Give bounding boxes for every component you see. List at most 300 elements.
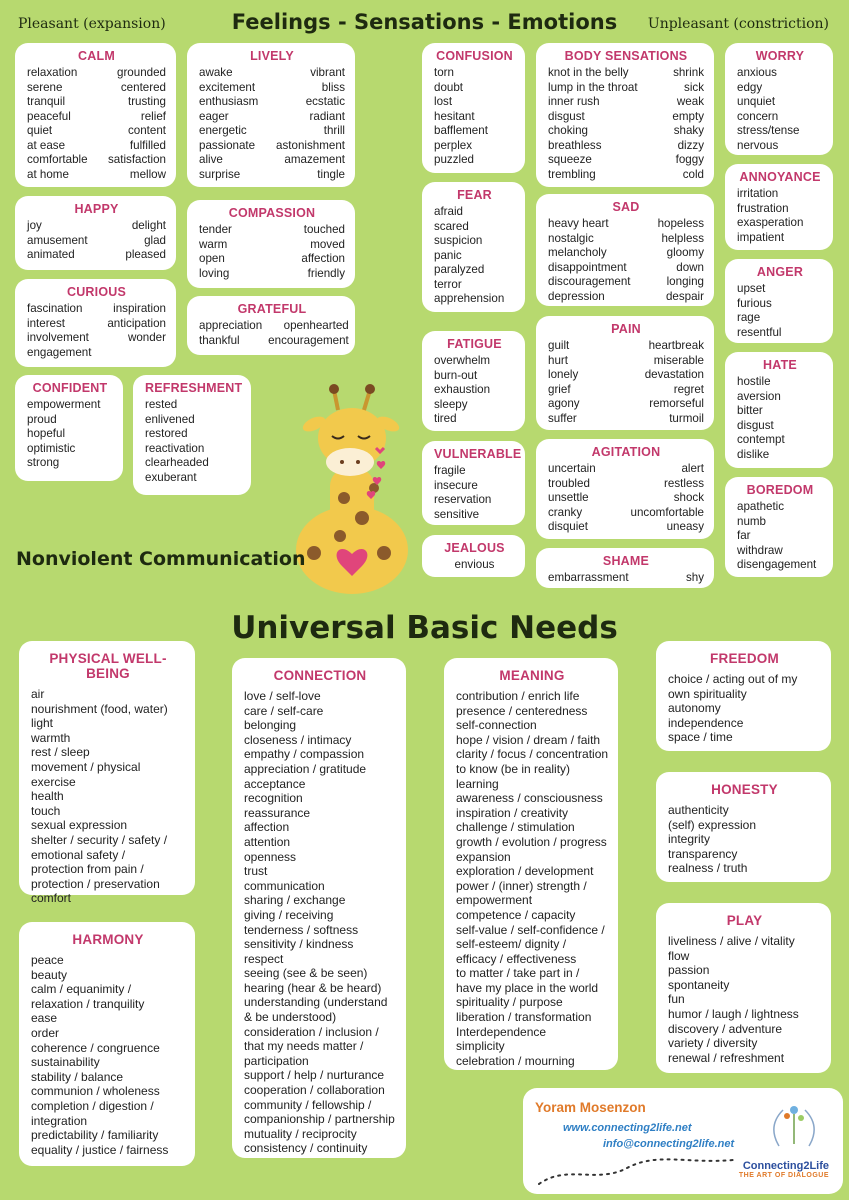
box-title: ANGER (756, 265, 804, 279)
need-item: growth / evolution / progress (456, 834, 607, 849)
need-item: space / time (668, 730, 733, 745)
feeling-word: unquiet (737, 95, 776, 108)
grateful-box (187, 296, 355, 355)
feeling-word: suspicion (434, 234, 483, 247)
meaning-box (444, 658, 618, 1070)
need-item: understanding (understand (244, 995, 388, 1010)
need-item: tenderness / softness (244, 922, 359, 937)
play-box (656, 903, 831, 1073)
happy-box (15, 196, 176, 270)
feeling-word: withdraw (737, 543, 783, 557)
feeling-word: excitement (199, 80, 256, 94)
feeling-word: despair (665, 289, 704, 303)
feeling-word: interest (27, 316, 66, 330)
feeling-word: shock (673, 491, 704, 504)
feeling-word: anticipation (107, 316, 166, 330)
unpleasant-label: Unpleasant (constriction) (647, 16, 829, 32)
feeling-word: far (737, 529, 751, 542)
compassion-box (187, 200, 355, 288)
feeling-word: anxious (737, 66, 777, 79)
need-item: acceptance (244, 776, 306, 791)
feeling-word: trusting (127, 95, 166, 108)
annoyance-box (725, 164, 833, 250)
feeling-word: dizzy (677, 138, 704, 152)
box-title: SAD (612, 200, 640, 214)
need-item: consideration / inclusion / (244, 1024, 379, 1039)
need-item: passion (668, 963, 710, 978)
need-item: variety / diversity (668, 1036, 758, 1051)
need-item: efficacy / effectiveness (456, 951, 577, 966)
feeling-word: overwhelm (434, 354, 491, 367)
feeling-word: fulfilled (129, 138, 166, 152)
feeling-word: lump in the throat (548, 80, 638, 94)
feeling-word: alive (199, 153, 223, 166)
feeling-word: remorseful (649, 397, 704, 410)
need-item: love / self-love (244, 689, 321, 703)
box-title: JEALOUS (444, 541, 505, 555)
feeling-word: mellow (129, 167, 166, 181)
feeling-word: enlivened (145, 412, 195, 426)
jealous-box (422, 535, 525, 577)
need-item: self-value / self-confidence / (456, 922, 605, 937)
feeling-word: amazement (284, 153, 345, 166)
feeling-word: tingle (317, 167, 345, 181)
need-item: protection from pain / (31, 862, 144, 877)
feeling-word: quiet (27, 124, 53, 137)
need-item: power / (inner) strength / (456, 878, 587, 893)
need-item: community / fellowship / (244, 1097, 372, 1112)
need-item: participation (244, 1053, 309, 1068)
feeling-word: rested (145, 398, 178, 411)
box-title: ANNOYANCE (739, 170, 821, 184)
feeling-word: wonder (127, 331, 166, 344)
anger-box (725, 259, 833, 343)
need-item: self-esteem/ dignity / (456, 937, 567, 952)
feeling-word: rage (737, 311, 761, 324)
need-item: support / help / nurturance (244, 1068, 385, 1083)
feeling-word: hopeless (657, 217, 704, 230)
feeling-word: relaxation (27, 66, 78, 79)
feeling-word: bliss (321, 80, 345, 94)
need-item: authenticity (668, 803, 729, 817)
need-item: discovery / adventure (668, 1021, 783, 1036)
feeling-word: gloomy (666, 246, 704, 259)
box-title: AGITATION (591, 445, 661, 459)
feeling-word: relief (140, 109, 166, 123)
box-title: VULNERABLE (434, 447, 522, 461)
need-item: own spirituality (668, 686, 747, 701)
need-item: closeness / intimacy (244, 732, 352, 747)
need-item: integration (31, 1113, 88, 1128)
feeling-word: content (127, 124, 166, 137)
feeling-word: fragile (434, 464, 466, 477)
feeling-word: disappointment (548, 260, 627, 274)
box-title: FEAR (457, 188, 492, 202)
connection-box (232, 658, 406, 1158)
need-item: to matter / take part in / (456, 966, 580, 981)
need-item: openness (244, 849, 297, 864)
box-title: REFRESHMENT (145, 381, 243, 395)
need-item: sensitivity / kindness (244, 937, 354, 952)
feeling-word: hesitant (434, 109, 475, 123)
fatigue-box (422, 331, 525, 431)
feeling-word: agony (548, 397, 580, 410)
feeling-word: comfortable (27, 153, 88, 166)
feeling-word: disengagement (737, 558, 817, 571)
need-item: awareness / consciousness (456, 791, 603, 806)
need-item: simplicity (456, 1039, 505, 1054)
feeling-word: hopeful (27, 427, 66, 440)
need-item: Interdependence (456, 1024, 547, 1039)
freedom-box (656, 641, 831, 751)
feeling-word: encouragement (268, 333, 349, 347)
need-item: communication (244, 878, 325, 893)
need-item: air (31, 687, 45, 701)
need-item: rest / sleep (31, 745, 90, 760)
box-title: GRATEFUL (237, 302, 307, 316)
need-item: expansion (456, 849, 511, 864)
shame-box (536, 548, 714, 588)
feeling-word: regret (673, 382, 704, 396)
need-item: touch (31, 803, 61, 818)
feeling-word: astonishment (276, 138, 345, 152)
pleasant-label: Pleasant (expansion) (18, 16, 166, 32)
feeling-word: tranquil (27, 95, 66, 108)
need-item: consistency / continuity (244, 1141, 368, 1156)
feeling-word: radiant (309, 109, 345, 123)
feeling-word: enthusiasm (199, 95, 259, 108)
nvc-label: Nonviolent Communication (16, 548, 306, 570)
feeling-word: grief (548, 382, 571, 396)
box-title: HONESTY (711, 782, 778, 797)
need-item: appreciation / gratitude (244, 761, 367, 776)
box-title: CONFUSION (436, 49, 513, 63)
feeling-word: perplex (434, 138, 473, 152)
feeling-word: doubt (434, 80, 464, 94)
feeling-word: terror (434, 277, 462, 291)
need-item: communion / wholeness (31, 1084, 160, 1099)
need-item: that my needs matter / (244, 1039, 364, 1054)
need-item: equality / justice / fairness (31, 1142, 169, 1157)
feeling-word: helpless (661, 231, 704, 245)
need-item: nourishment (food, water) (31, 701, 168, 716)
feeling-word: insecure (434, 478, 478, 492)
box-title: BODY SENSATIONS (564, 49, 688, 63)
need-item: (self) expression (668, 817, 757, 832)
confusion-box (422, 43, 525, 173)
feeling-word: hostile (737, 375, 771, 388)
need-item: liveliness / alive / vitality (668, 934, 795, 948)
feeling-word: resentful (737, 325, 782, 339)
feeling-word: guilt (548, 339, 570, 352)
need-item: ease (31, 1011, 58, 1026)
feeling-word: trembling (548, 167, 596, 181)
box-title: CONNECTION (273, 668, 367, 683)
feeling-word: concern (737, 109, 779, 123)
need-item: movement / physical (31, 759, 141, 774)
need-item: realness / truth (668, 861, 748, 876)
feeling-word: embarrassment (548, 571, 629, 584)
feeling-word: strong (27, 456, 60, 469)
feeling-word: engagement (27, 345, 92, 359)
feeling-word: reservation (434, 493, 492, 506)
need-item: & be understood) (244, 1010, 337, 1025)
feeling-word: delight (131, 219, 166, 232)
need-item: beauty (31, 967, 68, 982)
feeling-word: clearheaded (145, 456, 209, 469)
need-item: flow (668, 948, 690, 963)
feeling-word: warm (199, 237, 228, 251)
feeling-word: ecstatic (305, 95, 345, 108)
feeling-word: amusement (27, 233, 88, 247)
feeling-word: exuberant (145, 470, 197, 484)
needs-title: Universal Basic Needs (231, 610, 618, 646)
vulnerable-box (422, 441, 525, 525)
pain-box (536, 316, 714, 430)
box-title: WORRY (755, 49, 805, 63)
honesty-box (656, 772, 831, 882)
need-item: transparency (668, 846, 738, 861)
feeling-word: cold (682, 167, 704, 181)
feeling-word: thankful (199, 333, 240, 347)
feeling-word: impatient (737, 230, 785, 244)
feeling-word: thrill (323, 124, 345, 137)
author-name: Yoram Mosenzon (535, 1100, 646, 1115)
feeling-word: appreciation (199, 319, 263, 332)
hate-box (725, 352, 833, 468)
feeling-word: torn (434, 66, 454, 79)
worry-box (725, 43, 833, 155)
feeling-word (107, 346, 166, 361)
need-item: empowerment (456, 893, 533, 908)
feeling-word: numb (737, 514, 767, 528)
need-item: respect (244, 951, 284, 966)
feeling-word: shy (685, 571, 704, 584)
feeling-word: devastation (644, 368, 704, 381)
feeling-word: vibrant (310, 66, 345, 79)
need-item: renewal / refreshment (668, 1050, 785, 1065)
need-item: recognition (244, 791, 303, 806)
feeling-word: sick (684, 80, 704, 94)
feeling-word: foggy (675, 153, 704, 166)
feeling-word: bafflement (434, 124, 488, 137)
feeling-word: peaceful (27, 109, 71, 123)
curious-box (15, 279, 176, 367)
feeling-word: longing (666, 275, 704, 288)
feeling-word: open (199, 252, 225, 265)
need-item: seeing (see & be seen) (244, 966, 368, 981)
boredom-box (725, 477, 833, 577)
feeling-word: furious (737, 296, 772, 310)
feeling-word: melancholy (548, 246, 607, 259)
box-title: FREEDOM (710, 651, 779, 666)
need-item: peace (31, 953, 64, 967)
box-title: HAPPY (74, 202, 119, 216)
feeling-word: restless (664, 476, 704, 490)
feeling-word: dislike (737, 447, 770, 461)
agitation-box (536, 439, 714, 539)
feeling-word: shrink (673, 66, 704, 79)
box-title: MEANING (499, 668, 565, 683)
need-item: calm / equanimity / (31, 982, 132, 997)
need-item: belonging (244, 718, 297, 733)
box-title: COMPASSION (228, 206, 316, 220)
need-item: presence / centeredness (456, 703, 588, 718)
feeling-word: burn-out (434, 368, 478, 382)
feeling-word: nervous (737, 138, 779, 152)
feeling-word: centered (120, 80, 166, 94)
feeling-word: affection (301, 252, 345, 265)
box-title: FATIGUE (447, 337, 502, 351)
credit-card (523, 1088, 843, 1194)
lively-box (187, 43, 355, 187)
box-title: HARMONY (72, 932, 144, 947)
feeling-word: satisfaction (108, 153, 166, 166)
need-item: sexual expression (31, 818, 128, 833)
need-item: autonomy (668, 701, 721, 716)
need-item: coherence / congruence (31, 1040, 160, 1055)
brand-logo: Connecting2Life THE ART OF DIALOGUE (738, 1160, 829, 1179)
need-item: liberation / transformation (456, 1010, 592, 1025)
need-item: protection / preservation (31, 876, 160, 891)
need-item: fun (668, 992, 685, 1007)
feeling-word: lost (434, 95, 453, 108)
feeling-word: openhearted (283, 319, 349, 332)
feeling-word: inspiration (113, 302, 166, 315)
feeling-word: glad (144, 233, 166, 247)
box-title: SHAME (602, 554, 650, 568)
feeling-word: involvement (27, 331, 89, 344)
feeling-word: choking (548, 124, 588, 137)
feeling-word: afraid (434, 205, 464, 218)
feeling-word: tired (434, 412, 457, 425)
need-item: clarity / focus / concentration (456, 747, 609, 762)
feeling-word: fascination (27, 302, 83, 315)
page-title: Feelings - Sensations - Emotions (231, 10, 618, 34)
need-item: shelter / security / safety / (31, 832, 168, 847)
feeling-word: uncomfortable (630, 505, 704, 519)
feeling-word: optimistic (27, 441, 76, 455)
sad-box (536, 194, 714, 306)
need-item: celebration / mourning (456, 1053, 575, 1068)
feeling-word: depression (548, 289, 605, 303)
feeling-word: suffer (548, 411, 577, 425)
need-item: spirituality / purpose (456, 995, 563, 1010)
feeling-word: at home (27, 167, 69, 181)
need-item: stability / balance (31, 1069, 124, 1084)
feeling-word: exasperation (737, 216, 804, 229)
need-item: sharing / exchange (244, 893, 346, 908)
feeling-word: upset (737, 282, 766, 295)
need-item: empathy / compassion (244, 747, 365, 762)
box-title: CONFIDENT (32, 381, 108, 395)
feeling-word: serene (27, 80, 63, 94)
feeling-word: grounded (117, 66, 166, 79)
feeling-word: loving (199, 266, 230, 280)
email-link[interactable]: info@connecting2life.net (603, 1138, 735, 1150)
need-item: exploration / development (456, 864, 594, 879)
feeling-word: passionate (199, 138, 256, 152)
feeling-word: heartbreak (648, 339, 704, 352)
website-link[interactable]: www.connecting2life.net (563, 1122, 692, 1134)
box-title: PHYSICAL WELL-BEING (49, 651, 167, 681)
feeling-word: eager (199, 109, 229, 123)
feeling-word: touched (303, 223, 345, 236)
feeling-word: lonely (548, 368, 579, 381)
feeling-word: sensitive (434, 507, 480, 521)
need-item: choice / acting out of my (668, 672, 798, 686)
feeling-word: empowerment (27, 398, 101, 411)
feeling-word: apprehension (434, 292, 505, 305)
box-title: CURIOUS (66, 285, 127, 299)
feeling-word: reactivation (145, 441, 205, 455)
need-item: learning (456, 776, 499, 791)
need-item: health (31, 789, 64, 804)
feeling-word: scared (434, 219, 469, 233)
need-item: order (31, 1025, 60, 1040)
feeling-word: nostalgic (548, 231, 594, 245)
box-title: LIVELY (250, 49, 294, 63)
feeling-word: friendly (307, 266, 345, 280)
feeling-word: frustration (737, 201, 789, 215)
feeling-word: breathless (548, 138, 602, 152)
body-box (536, 43, 714, 187)
need-item: hearing (hear & be heard) (244, 980, 382, 995)
feeling-word: inner rush (548, 95, 600, 108)
need-item: emotional safety / (31, 847, 126, 862)
need-item: competence / capacity (456, 907, 576, 922)
need-item: companionship / partnership (244, 1112, 395, 1127)
need-item: cooperation / collaboration (244, 1083, 385, 1098)
box-title: BOREDOM (746, 483, 814, 497)
need-item: trust (244, 864, 268, 879)
feeling-word: discouragement (548, 275, 631, 288)
dotted-swirl-icon (537, 1154, 737, 1188)
feeling-word: surprise (199, 167, 241, 181)
physical-box (19, 641, 195, 906)
feeling-word: joy (27, 219, 42, 232)
feeling-word: unsettle (548, 491, 589, 504)
need-item: integrity (668, 832, 711, 847)
need-item: mutuality / reciprocity (244, 1126, 357, 1141)
feeling-word: restored (145, 427, 188, 440)
harmony-box (19, 922, 195, 1166)
need-item: inspiration / creativity (456, 805, 569, 820)
feeling-word: uneasy (666, 520, 704, 533)
feeling-word: tender (199, 223, 232, 236)
feeling-word: animated (27, 248, 75, 261)
feeling-word: stress/tense (737, 124, 800, 137)
need-item: contribution / enrich life (456, 689, 580, 703)
need-item: hope / vision / dream / faith (456, 732, 601, 747)
feeling-word: disgust (548, 109, 585, 123)
feeling-word: awake (199, 66, 233, 79)
fear-box (422, 182, 525, 312)
need-item: care / self-care (244, 703, 324, 718)
need-item: warmth (31, 730, 71, 745)
feeling-word: moved (310, 237, 345, 251)
feeling-word: exhaustion (434, 383, 491, 396)
feeling-word: pleased (125, 248, 166, 261)
feeling-word: weak (676, 95, 704, 108)
feeling-word: knot in the belly (548, 66, 629, 79)
feeling-word: irritation (737, 187, 779, 200)
need-item: sustainability (31, 1055, 100, 1070)
need-item: completion / digestion / (31, 1098, 154, 1113)
faces-logo-icon (759, 1096, 829, 1156)
feeling-word: squeeze (548, 153, 592, 166)
need-item: reassurance (244, 805, 311, 820)
